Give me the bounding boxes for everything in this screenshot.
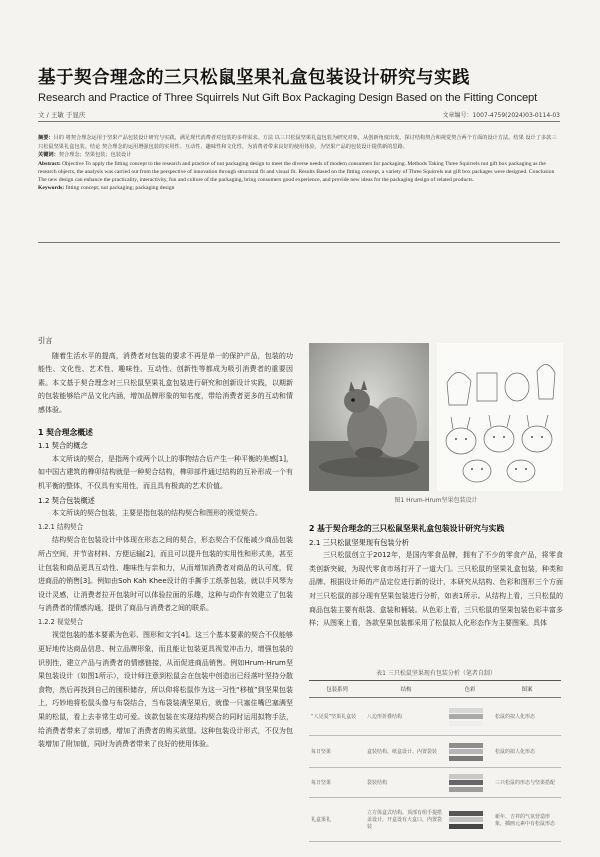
color-swatch [449, 817, 483, 822]
table-cell-colors [447, 698, 493, 736]
abstract-zh-text: 目的 将契合理念运用于坚果产品包装设计研究与实践，满足现代消费者对包装的多样需求。方法 以三只松鼠坚果礼盒包装为研究对象，从创新角度出发，探讨结构契合和视觉契合两个方面的设计方法。结果 设计了多款三只松鼠坚果礼盒包装。结论 契合理念的运用增强包装的实用性、互动性、趣味性和文化性，为消费者带来良好的使用体验，为坚果产品的包装设计提供新的思路。 [38, 135, 557, 150]
document-number: 文章编号：1007-4759(2024)03-0114-03 [442, 112, 560, 119]
abstract-block [38, 134, 560, 193]
figure-1-caption: 图1 Hrum-Hrum坚果包装设计 [394, 497, 478, 504]
section-1-2-2-heading: 1.2.2 视觉契合 [38, 617, 84, 626]
table-header-cell: 结构 [365, 681, 447, 698]
table-header-cell: 图案 [493, 681, 561, 698]
table-cell-pattern: 三只松鼠的形态与坚果搭配 [493, 768, 561, 798]
table-row [309, 698, 561, 736]
table-cell-pattern: 新年、吉祥的气氛营造形象，插画元素中有松鼠形态 [493, 798, 561, 842]
table-header-cell: 包装系列 [309, 681, 365, 698]
section-2-1-paragraph: 三只松鼠创立于2012年，是国内零食品牌，拥有了不少的零食产品，将零食类创新突破，为现代零食市场打开了一道大门。三只松鼠的坚果礼盒包装，种类和品牌、根据设计师的产品定位进行新的设计，本研究从结构、色彩和图形三个方面对三只松鼠的部分现有坚果包装进行分析，如表1所示。从结构上看，三只松鼠的商品包装主要有纸袋、盒装和桶装。从色彩上看，三只松鼠的坚果包装色彩丰富多样；从图案上看，各款坚果包装都采用了松鼠拟人化形态作为主要图案。具体 [309, 551, 563, 628]
intro-heading: 引言 [38, 336, 53, 345]
section-2-1-heading: 2.1 三只松鼠坚果现有包装分析 [309, 537, 409, 547]
squirrel-photo-image [309, 343, 429, 491]
table-1-container [309, 680, 563, 842]
table-cell-structure: 立方体盒式结构、顶部有组手提搭盖设计，开盒设有大盒口，内置袋装 [365, 798, 447, 842]
intro-paragraph: 随着生活水平的提高，消费者对包装的要求不再是单一的保护产品，包装的功能性、文化性、艺术性、趣味性、互动性、创新性等都成为吸引消费者的重要因素。本文基于契合理念对三只松鼠坚果礼盒包装进行研究和创新设计实践，以期新的包装能够给产品文化内涵，增加品牌形象的知名度，带给消费者更多的互动和情感体验。 [38, 351, 293, 414]
section-1-2-paragraph: 本文所谈的契合包装，主要是指包装的结构契合和图形的视觉契合。 [52, 509, 262, 518]
packaging-sketch-image [437, 343, 563, 491]
keywords-zh [38, 151, 560, 160]
table-cell-structure: 盒装结构、纸盒设计、内置袋装 [365, 736, 447, 768]
table-row [309, 736, 561, 768]
abstract-divider [38, 242, 560, 243]
table-cell-series: 每日坚果 [309, 736, 365, 768]
table-cell-colors [447, 736, 493, 768]
table-cell-structure: 八边形折叠结构 [365, 698, 447, 736]
paper-title-zh: 基于契合理念的三只松鼠坚果礼盒包装设计研究与实践 [38, 68, 470, 88]
right-column [309, 522, 563, 631]
table-header-row [309, 681, 561, 698]
figure-1-squirrel-photo [309, 343, 429, 491]
color-swatch [449, 714, 483, 719]
table-row [309, 798, 561, 842]
table-cell-series: “人见爱”坚果礼盒装 [309, 698, 365, 736]
section-1-heading: 1 契合理念概述 [38, 427, 93, 437]
table-1-caption: 表1 三只松鼠坚果现有包装分析（笔者自制） [376, 670, 496, 677]
table-cell-pattern: 松鼠的拟人化形态 [493, 698, 561, 736]
table-cell-pattern: 松鼠的拟人化形态 [493, 736, 561, 768]
color-swatch [449, 774, 483, 779]
abstract-zh-label: 摘要： [38, 135, 54, 141]
keywords-en [38, 184, 560, 192]
left-column [38, 334, 293, 752]
abstract-en-text: Objective To apply the fitting concept to the research and practice of nut packaging design to meet the diverse needs of modern consumers for packaging. Methods Taking Three Squirrels nut gift box packaging as the research objects, the analysis was carried out from the perspective of innovation through structural fit and visual fit. Results Based on the fitting concept, a variety of Three Squirrels nut gift box packages were designed. Conclusion The new design can enhance the practicality, interactivity, fun and culture of the packaging, bring consumers good experience, and provide new ideas for the packaging design of related products. [38, 160, 555, 184]
keywords-en-label: Keywords: [38, 185, 65, 192]
keywords-zh-label: 关键词： [38, 152, 59, 159]
color-swatch [449, 824, 483, 829]
color-swatch [449, 756, 483, 761]
keywords-en-text: fitting concept; nut packaging; packaging design [65, 185, 175, 192]
color-swatch [449, 708, 483, 713]
abstract-zh [38, 134, 560, 151]
paper-title-en: Research and Practice of Three Squirrels Nut Gift Box Packaging Design Based on the Fitting Concept [38, 92, 538, 104]
table-cell-series: 每日坚果 [309, 768, 365, 798]
table-cell-structure: 袋装结构 [365, 768, 447, 798]
color-swatch [449, 811, 483, 816]
section-1-1-heading: 1.1 契合的概念 [38, 441, 88, 451]
color-swatch [449, 749, 483, 754]
color-swatch [449, 721, 483, 726]
section-1-1-paragraph: 本文所谈的契合，是指两个或两个以上的事物结合后产生一种平衡的美感[1]，如中国古建筑的榫卯结构就是一种契合结构，榫卯部件通过结构的互补形成一个有机平衡的整体，不仅具有实用性，而且具有极高的艺术价值。 [38, 454, 293, 490]
color-swatch [449, 780, 483, 785]
abstract-en-label: Abstract: [38, 160, 61, 167]
table-cell-series: 礼盒果礼 [309, 798, 365, 842]
table-1 [309, 680, 561, 842]
figure-1-packaging-sketch [437, 343, 563, 491]
color-swatch [449, 743, 483, 748]
section-1-2-2-paragraph: 视觉包装的基本要素为色彩、图形和文字[4]。这三个基本要素的契合不仅能够更好地传达商品信息、树立品牌形象，而且能让包装更具视觉冲击力，增强包装的识别性，建立产品与消费者的情感链接，从而促进商品销售。例如Hrum-Hrum坚果包装设计（如图1所示），设计师注意到松鼠会在包装中创造出已经落叶坚持分散食物，然后再找到自己的囤积储存，所以仰将松鼠作为这一习性“移植”到坚果包装上，巧妙地将松鼠头像与布袋结合，当布袋装满坚果后，就像一只塞住嘴巴塞满坚果的松鼠，看上去非常生动可爱。该款包装在实现结构契合的同时运用拟物手法，给消费者带来了亲切感，增加了消费者的购买欲望。这种包装设计形式，不仅为包装增加了附加值，同时为消费者带来了良好的使用体验。 [38, 631, 293, 749]
section-1-2-1-paragraph: 结构契合在包装设计中体现在形态之间的契合，形态契合不仅能减少商品包装所占空间，并节省材料、方便运输[2]，而且可以提升包装的实用性和形式美，甚至让包装和商品更具互动性、趣味性与亲和力，从而增加消费者对商品的认可度，促进商品的销售[3]。例如由Soh Kah Khee设计的手撕手工纸茶包装，就以手风琴为设计灵感，让消费者拉开包装时可以体验拉面的乐趣，这种与动作有效建立了包装与消费者的情感沟通，提供了商品与消费者之间的联系。 [38, 536, 293, 613]
section-1-2-1-heading: 1.2.1 结构契合 [38, 522, 84, 531]
color-swatch [449, 787, 483, 792]
table-row [309, 768, 561, 798]
author-byline: 文 / 王敏 于显庆 [38, 111, 86, 119]
table-header-cell: 色彩 [447, 681, 493, 698]
keywords-zh-text: 契合理念；坚果包装；包装设计 [58, 152, 132, 159]
table-cell-colors [447, 798, 493, 842]
section-1-2-heading: 1.2 契合包装概述 [38, 495, 95, 505]
abstract-en [38, 160, 560, 185]
section-2-heading: 2 基于契合理念的三只松鼠坚果礼盒包装设计研究与实践 [309, 524, 505, 533]
header-divider [38, 121, 560, 122]
table-cell-colors [447, 768, 493, 798]
